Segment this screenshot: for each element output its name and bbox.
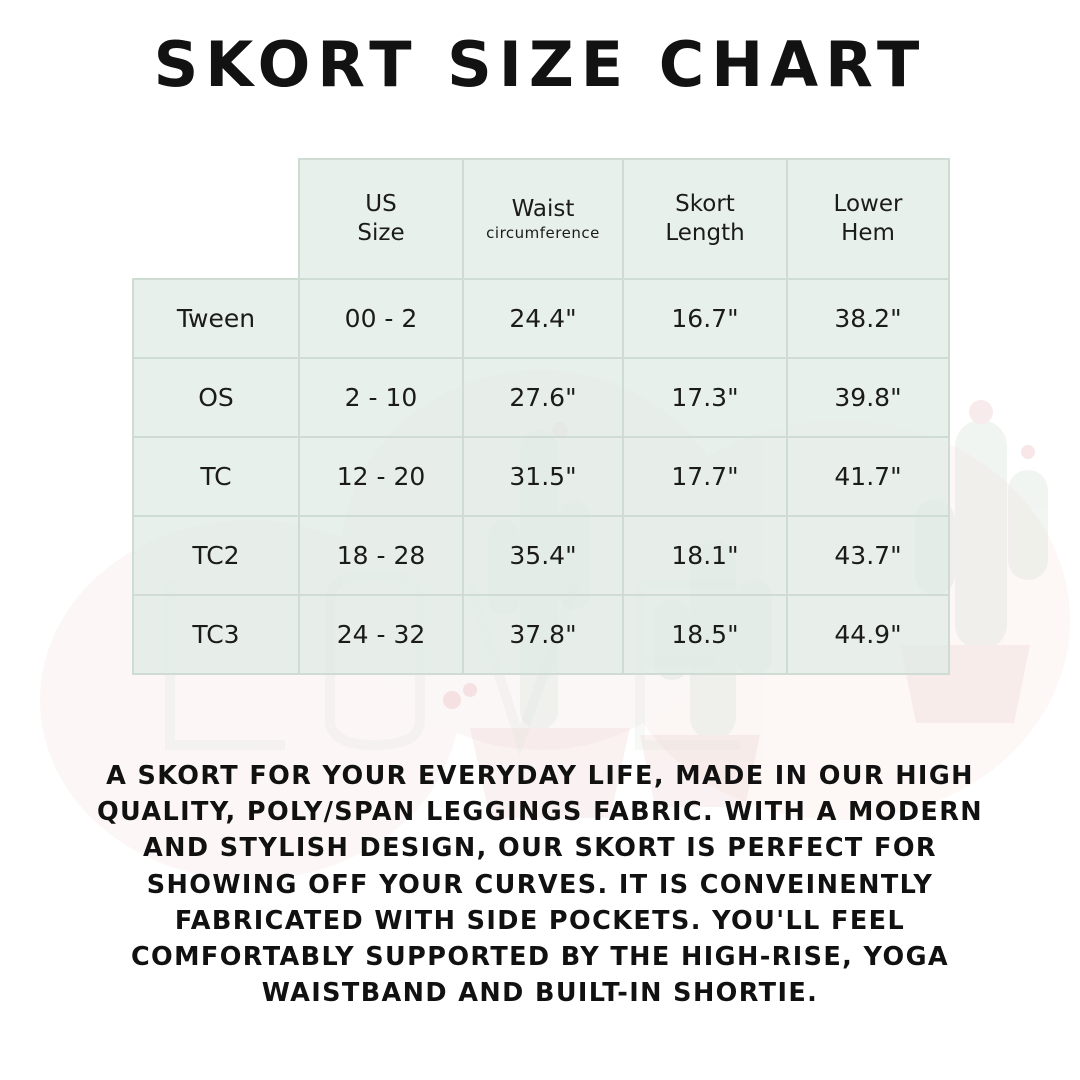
row-label-tc: TC xyxy=(133,437,299,516)
cell-tc-lower-hem: 41.7" xyxy=(787,437,949,516)
cell-tc2-lower-hem: 43.7" xyxy=(787,516,949,595)
cell-os-skort-length: 17.3" xyxy=(623,358,787,437)
table-row xyxy=(133,437,949,516)
size-chart-table xyxy=(132,158,950,675)
table-row xyxy=(133,279,949,358)
column-header-us-size xyxy=(299,159,463,279)
column-header-waist xyxy=(463,159,623,279)
row-label-tween: Tween xyxy=(133,279,299,358)
row-label-os: OS xyxy=(133,358,299,437)
column-header-lower-hem xyxy=(787,159,949,279)
product-description: A SKORT FOR YOUR EVERYDAY LIFE, MADE IN OUR HIGH QUALITY, POLY/SPAN LEGGINGS FABRIC. WITH A MODERN AND STYLISH DESIGN, OUR SKORT IS PERFECT FOR SHOWING OFF YOUR CURVES. IT IS CONVEINENTLY FABRICATED WITH SIDE POCKETS. YOU'LL FEEL COMFORTABLY SUPPORTED BY THE HIGH-RISE, YOGA WAISTBAND AND BUILT-IN SHORTIE. xyxy=(96,761,984,1009)
column-header-us-size-line2: Size xyxy=(357,220,405,246)
row-label-tc3: TC3 xyxy=(133,595,299,674)
table-row xyxy=(133,516,949,595)
cell-tc3-waist: 37.8" xyxy=(463,595,623,674)
table-row xyxy=(133,595,949,674)
cell-tc2-skort-length: 18.1" xyxy=(623,516,787,595)
column-header-skort-length-line2: Length xyxy=(665,220,745,246)
cell-tc3-us-size: 24 - 32 xyxy=(299,595,463,674)
cell-tween-lower-hem: 38.2" xyxy=(787,279,949,358)
cell-tween-us-size: 00 - 2 xyxy=(299,279,463,358)
table-corner-cell xyxy=(133,159,299,279)
cell-tc-skort-length: 17.7" xyxy=(623,437,787,516)
cell-tc2-waist: 35.4" xyxy=(463,516,623,595)
column-header-waist-sub: circumference xyxy=(486,224,600,242)
size-chart-container xyxy=(132,158,948,675)
column-header-lower-hem-line1: Lower xyxy=(833,191,903,218)
cell-tc3-skort-length: 18.5" xyxy=(623,595,787,674)
column-header-lower-hem-line2: Hem xyxy=(841,220,895,246)
cell-os-waist: 27.6" xyxy=(463,358,623,437)
cell-tc-waist: 31.5" xyxy=(463,437,623,516)
cell-tween-waist: 24.4" xyxy=(463,279,623,358)
cell-os-lower-hem: 39.8" xyxy=(787,358,949,437)
row-label-tc2: TC2 xyxy=(133,516,299,595)
cell-tc3-lower-hem: 44.9" xyxy=(787,595,949,674)
column-header-skort-length xyxy=(623,159,787,279)
column-header-waist-line1: Waist xyxy=(511,196,575,223)
page-title: SKORT SIZE CHART xyxy=(153,28,927,101)
column-header-us-size-line1: US xyxy=(365,191,397,218)
cell-os-us-size: 2 - 10 xyxy=(299,358,463,437)
cell-tc-us-size: 12 - 20 xyxy=(299,437,463,516)
cell-tween-skort-length: 16.7" xyxy=(623,279,787,358)
cell-tc2-us-size: 18 - 28 xyxy=(299,516,463,595)
column-header-skort-length-line1: Skort xyxy=(675,191,735,218)
table-row xyxy=(133,358,949,437)
table-header-row xyxy=(133,159,949,279)
